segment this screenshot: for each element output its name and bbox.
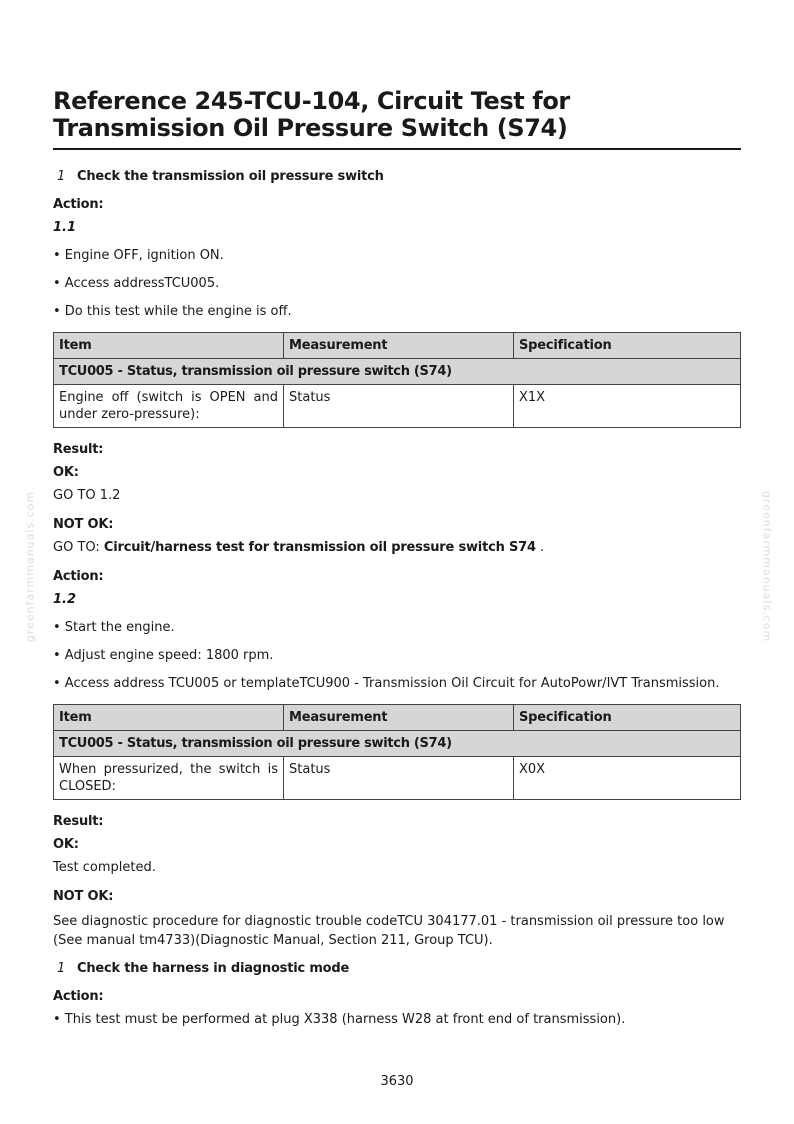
table-group-cell: TCU005 - Status, transmission oil pressure switch (S74) [54, 731, 741, 757]
table-cell: Engine off (switch is OPEN and under zero-pressure): [54, 385, 284, 428]
ok-text: Test completed. [53, 860, 156, 875]
table-header-row [54, 705, 741, 731]
ok-text: GO TO 1.2 [53, 488, 121, 503]
table-cell: Status [284, 385, 514, 428]
ok-label: OK: [53, 837, 79, 852]
substep-id: 1.1 [53, 220, 77, 235]
bullet-item: • Do this test while the engine is off. [53, 304, 292, 319]
table-header-cell: Specification [514, 705, 741, 731]
table-header-cell: Measurement [284, 333, 514, 359]
step-number: 1 [57, 169, 66, 184]
document-page [53, 88, 741, 1028]
notok-prefix: GO TO: [53, 540, 104, 555]
step-title: Check the harness in diagnostic mode [77, 961, 350, 976]
table-header-cell: Measurement [284, 705, 514, 731]
table-header-cell: Specification [514, 333, 741, 359]
notok-label: NOT OK: [53, 889, 114, 904]
table-cell: X1X [514, 385, 741, 428]
bullet-item: • Engine OFF, ignition ON. [53, 248, 224, 263]
notok-label: NOT OK: [53, 517, 114, 532]
table-cell: Status [284, 757, 514, 800]
step-number: 1 [57, 961, 66, 976]
table-row [54, 385, 741, 428]
result-label: Result: [53, 442, 104, 457]
circuit-harness-test-link[interactable]: Circuit/harness test for transmission oil pressure switch S74 [103, 540, 536, 555]
notok-text: See diagnostic procedure for diagnostic trouble codeTCU 304177.01 - transmission oil pressure too low (See manual tm4733)(Diagnostic Manual, Section 211, Group TCU). [53, 914, 725, 948]
table-group-cell: TCU005 - Status, transmission oil pressure switch (S74) [54, 359, 741, 385]
step-title: Check the transmission oil pressure switch [77, 169, 384, 184]
watermark-right: greenfarmmanuals.com [760, 490, 774, 643]
measurement-table [53, 704, 741, 800]
table-header-cell: Item [54, 705, 284, 731]
step-heading [53, 169, 741, 184]
result-label: Result: [53, 814, 104, 829]
bullet-item: • Access addressTCU005. [53, 276, 220, 291]
bullet-item: • Start the engine. [53, 620, 175, 635]
table-header-row [54, 333, 741, 359]
table-cell: X0X [514, 757, 741, 800]
substep-id: 1.2 [53, 592, 77, 607]
notok-text [53, 540, 741, 556]
notok-suffix: . [535, 540, 545, 555]
bullet-item: • Access address TCU005 or templateTCU900 - Transmission Oil Circuit for AutoPowr/IVT Transmission. [53, 676, 720, 691]
ok-label: OK: [53, 465, 79, 480]
page-number: 3630 [380, 1074, 414, 1089]
table-group-row [54, 359, 741, 385]
action-label: Action: [53, 569, 104, 584]
watermark-left: greenfarmmanuals.com [23, 490, 37, 643]
step-heading [53, 961, 741, 976]
table-group-row [54, 731, 741, 757]
table-row [54, 757, 741, 800]
bullet-item: • Adjust engine speed: 1800 rpm. [53, 648, 274, 663]
page-title: Reference 245-TCU-104, Circuit Test for Transmission Oil Pressure Switch (S74) [53, 88, 741, 150]
table-header-cell: Item [54, 333, 284, 359]
action-label: Action: [53, 197, 104, 212]
table-cell: When pressurized, the switch is CLOSED: [54, 757, 284, 800]
bullet-item: • This test must be performed at plug X338 (harness W28 at front end of transmission). [53, 1012, 626, 1027]
measurement-table [53, 332, 741, 428]
action-label: Action: [53, 989, 104, 1004]
